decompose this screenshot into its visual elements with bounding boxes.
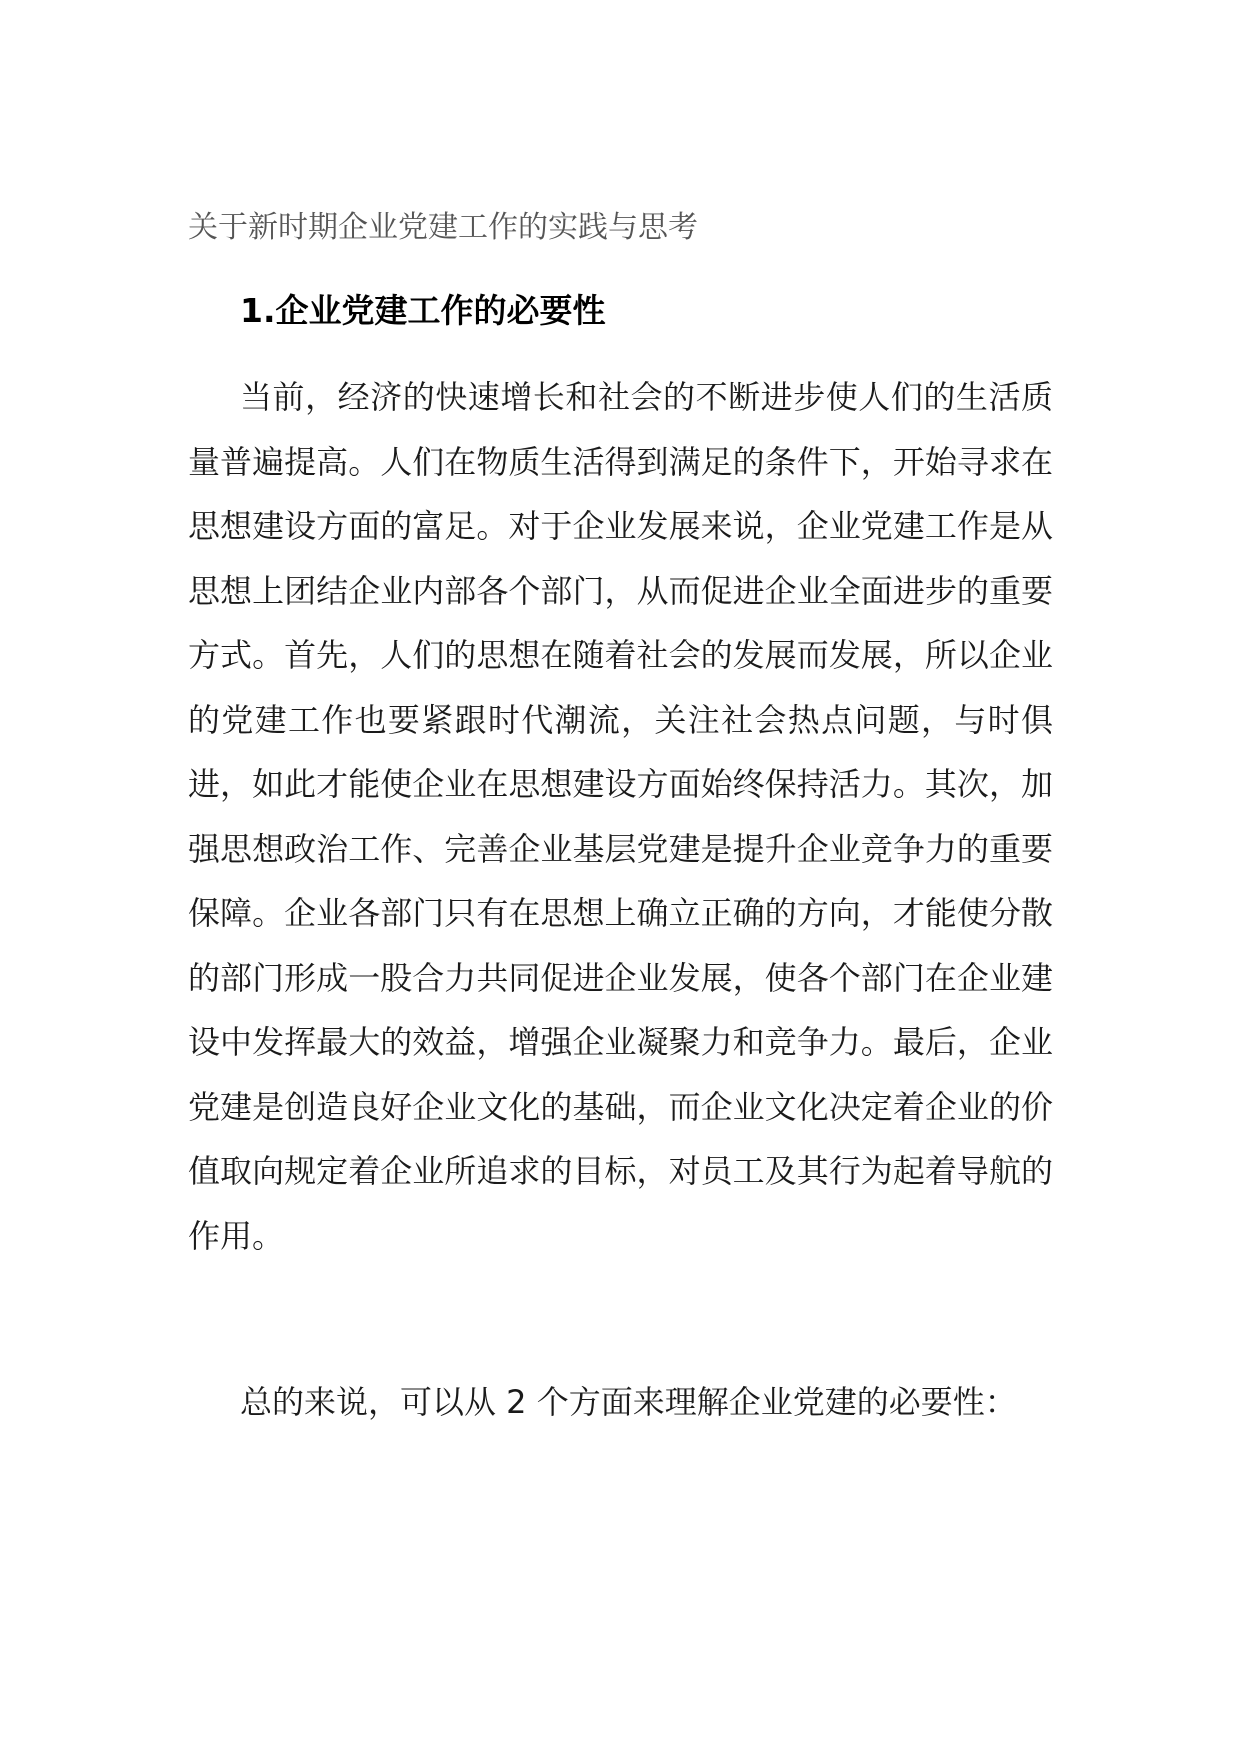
body-paragraph: 总的来说，可以从 2 个方面来理解企业党建的必要性： bbox=[240, 1383, 1017, 1421]
document-title: 关于新时期企业党建工作的实践与思考 bbox=[188, 210, 698, 245]
section-heading: 1.企业党建工作的必要性 bbox=[240, 291, 606, 330]
body-paragraph: 当前，经济的快速增长和社会的不断进步使人们的生活质量普遍提高。人们在物质生活得到满足的条件下，开始寻求在思想建设方面的富足。对于企业发展来说，企业党建工作是从思想上团结企业内部各个部门，从而促进企业全面进步的重要方式。首先，人们的思想在随着社会的发展而发展，所以企业的党建工作也要紧跟时代潮流，关注社会热点问题，与时俱进，如此才能使企业在思想建设方面始终保持活力。其次，加强思想政治工作、完善企业基层党建是提升企业竞争力的重要保障。企业各部门只有在思想上确立正确的方向，才能使分散的部门形成一股合力共同促进企业发展，使各个部门在企业建设中发挥最大的效益，增强企业凝聚力和竞争力。最后，企业党建是创造良好企业文化的基础，而企业文化决定着企业的价值取向规定着企业所追求的目标，对员工及其行为起着导航的作用。 bbox=[188, 378, 1053, 1255]
